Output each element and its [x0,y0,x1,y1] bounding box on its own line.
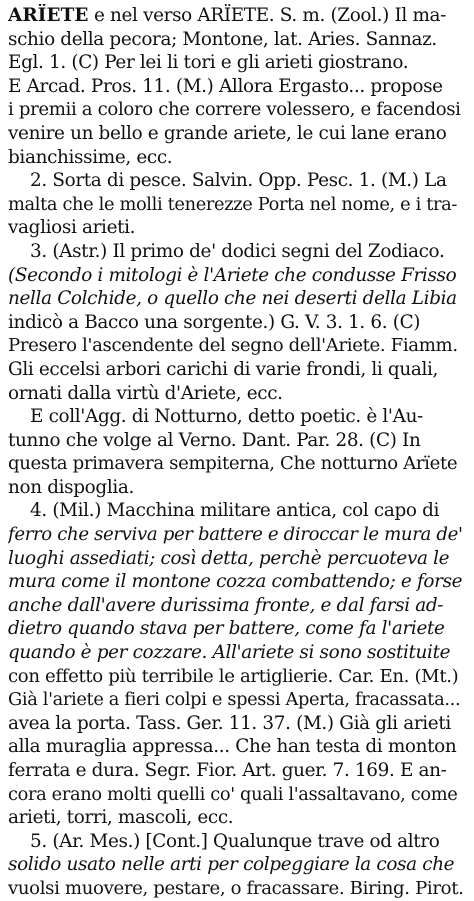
sense-3-line-1: 3. (Astr.) Il primo de' dodici segni del Zodiaco. [30,240,445,262]
sense-4-line-13: cora erano molti quelli co' quali l'assaltavano, come [8,783,458,805]
sense-3-line-3: nella Colchide, o quello che nei deserti della Libia [8,288,457,310]
sense-4-line-14: arieti, torri, mascoli, ecc. [8,807,234,829]
sense-5-line-1: 5. (Ar. Mes.) [Cont.] Qualunque trave od altro [30,830,440,852]
sense-4-line-11: alla muraglia appressa... Che han testa di monton [8,736,457,758]
sense-4-line-7: quando è per cozzare. All'ariete si sono sostituite [8,642,451,664]
sense-3-line-2: (Secondo i mitologi è l'Ariete che condusse Frisso [8,264,457,286]
entry-line-4: E Arcad. Pros. 11. (M.) Allora Ergasto... propose [8,75,443,97]
sense-4-line-3: luoghi assediati; così detta, perchè percuoteva le [8,547,450,569]
entry-headword: ARÏETE [8,5,89,26]
subsense-line-4: non dispoglia. [8,476,134,498]
subsense-line-3: questa primavera sempiterna, Che notturno Arïete [8,453,458,475]
sense-4-line-9: Già l'ariete a fieri colpi e spessi Aperta, fracassata... [8,689,461,711]
entry-line-5: i premii a coloro che correre volessero, e facendosi [8,99,461,121]
sense-5-line-2: solido usato nelle arti per colpeggiare la cosa che [8,854,455,876]
entry-line-7: bianchissime, ecc. [8,146,173,168]
entry-line-3: Egl. 1. (C) Per lei li tori e gli arieti giostrano. [8,52,409,74]
entry-line-6: venire un bello e grande ariete, le cui lane erano [8,122,447,144]
sense-2-line-1: 2. Sorta di pesce. Salvin. Opp. Pesc. 1. (M.) La [30,170,447,192]
sense-3-line-6: Gli eccelsi arbori carichi di varie frondi, li quali, [8,358,439,380]
subsense-line-1: E coll'Agg. di Notturno, detto poetic. è l'Au- [30,406,423,428]
sense-2-line-2: malta che le molli tenerezze Porta nel nome, e i tra- [8,193,458,215]
sense-4-line-4: mura come il montone cozza combattendo; e forse [8,571,463,593]
sense-3-line-5: Presero l'ascendente del segno dell'Ariete. Fiamm. [8,335,458,357]
sense-3-line-4: indicò a Bacco una sorgente.) G. V. 3. 1. 6. (C) [8,311,421,333]
sense-3-line-7: ornati dalla virtù d'Ariete, ecc. [8,382,283,404]
sense-4-line-2: ferro che serviva per battere e diroccar le mura de' [8,524,463,546]
sense-4-line-8: con effetto più terribile le artiglierie. Car. En. (Mt.) [8,665,459,687]
sense-5-line-3: vuolsi muovere, pestare, o fracassare. Biring. Pirot. [8,877,464,899]
sense-4-line-12: ferrata e dura. Segr. Fior. Art. guer. 7. 169. E an- [8,760,447,781]
subsense-line-2: tunno che volge al Verno. Dant. Par. 28. (C) In [8,429,421,451]
sense-4-line-1: 4. (Mil.) Macchina militare antica, col capo di [30,500,440,522]
sense-4-line-6: dietro quando stava per battere, come fa l'ariete [8,618,445,640]
sense-4-line-10: avea la porta. Tass. Ger. 11. 37. (M.) Già gli arieti [8,712,451,734]
entry-line-2: schio della pecora; Montone, lat. Aries. Sannaz. [8,28,437,50]
sense-2-line-3: vagliosi arieti. [8,217,136,239]
sense-4-line-5: anche dall'avere durissima fronte, e dal farsi ad- [8,594,444,616]
entry-line-1: ARÏETE e nel verso ARÏETE. S. m. (Zool.) Il ma- [8,5,447,26]
